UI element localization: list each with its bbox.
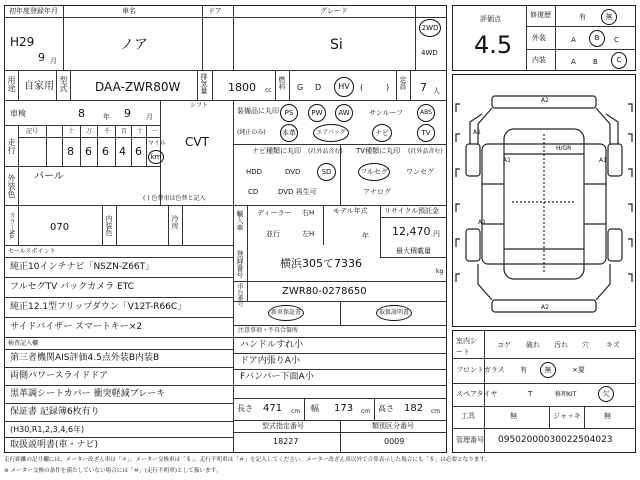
color-value: パール (34, 171, 64, 182)
length-unit: cm (291, 408, 301, 415)
capacity-value: 7 (420, 81, 427, 94)
registration-value: 横浜305て7336 (280, 257, 362, 270)
spare-tire-kit: 修理KIT (555, 391, 577, 398)
model-name: ノア (120, 37, 148, 53)
fuel-label: 燃料 (278, 76, 286, 90)
equip-ps: PS (280, 104, 298, 122)
equip-pw: PW (308, 104, 326, 122)
mileage-header-10k: 万 (86, 128, 93, 135)
ext-grade-a: A (571, 36, 576, 44)
int-grade-b: B (593, 58, 598, 66)
mileage-unit-mile: マイル (148, 140, 166, 147)
inspection-label: 車検 (10, 109, 26, 118)
mileage-header-1: 一 (151, 128, 158, 135)
inspection-year: 8 (78, 107, 85, 120)
interior-sheet-label: 室内シート (456, 337, 477, 356)
sheet-option-stain: 汚れ (554, 341, 568, 349)
import-parallel: 並行 (266, 230, 280, 238)
mileage-header-1k: 千 (104, 128, 111, 135)
sheet-option-scratch: キズ (606, 341, 620, 349)
doc-manual: 取扱説明書 (376, 305, 412, 321)
footer-note-1: 走行距離の記号欄には、メーター改ざん車は「＊」、メーター交換車は「＄」、走行不明車は「＃」を記入してください。メーター改ざん車以外で合算表示した場合にも「＄」は必要となります。 (4, 457, 491, 463)
inspection-year-unit: 年 (103, 113, 110, 121)
doc-warranty: 新車保証書 (268, 305, 304, 321)
footer-note-2: ※ メーター交換の条件を満たしていない場合には「＃」(走行不明車)として扱います。 (4, 468, 222, 474)
width-label: 幅 (311, 404, 319, 413)
jack-value: 無 (604, 412, 611, 420)
reg-year-label: 初年度登録年月 (9, 7, 58, 15)
ext-grade-c: C (614, 36, 619, 44)
repair-yes: 有 (579, 13, 586, 21)
aircon-label: 冷房 (171, 215, 179, 229)
class-no-label: 類別区分番号 (372, 422, 414, 430)
equip-aw: AW (335, 104, 353, 122)
fuel-paren-close: ) (386, 83, 390, 92)
length-label: 長さ (237, 404, 253, 413)
front-glass-yes: 有 (520, 366, 527, 374)
inspector-line-5: (H30,R1,2,3,4,6年) (10, 425, 85, 434)
mileage-digit-3: 6 (102, 145, 109, 158)
score-value: 4.5 (474, 31, 513, 59)
recycle-fee-label: リサイクル預託金 (384, 207, 440, 215)
sales-point-3: 純正12.1型フリップダウン「V12T-R66C」 (10, 302, 187, 312)
fuel-d: D (315, 83, 322, 92)
width-unit: cm (361, 408, 371, 415)
import-right-hand: 右H (302, 209, 315, 217)
navi-dvd: DVD (285, 168, 301, 176)
model-name-label: 車名 (122, 7, 136, 15)
int-grade-a: A (571, 58, 576, 66)
navi-cd: CD (248, 188, 259, 196)
front-glass-replace: ×要 (572, 366, 585, 374)
tv-analog: アナログ (363, 188, 391, 196)
sales-points-label: セールスポイント (8, 248, 56, 255)
import-left-hand: 左H (302, 230, 315, 238)
max-load-label: 最大積載量 (396, 247, 431, 255)
diagram-mark-bottom: A2 (541, 304, 549, 311)
management-value: 09502000030022504023 (498, 435, 613, 445)
equip-abs: ABS (417, 104, 435, 122)
recycle-fee-unit: 円 (433, 230, 440, 238)
reg-month: 9 (38, 51, 45, 64)
equip-navi: ナビ (372, 124, 392, 142)
drive-2wd-circled: 2WD (419, 19, 441, 37)
color-note: ( ) 色替車は色替と記入 (143, 195, 206, 202)
reg-month-unit: 月 (50, 57, 57, 65)
class-no-value: 0009 (384, 437, 405, 446)
mileage-label: 走行 (7, 138, 16, 154)
era-year: H29 (10, 35, 35, 49)
interior-label: 内装 (532, 56, 546, 64)
type-label: 型式 (59, 76, 68, 92)
sheet-option-burn: コゲ (497, 341, 511, 349)
mileage-header-sign: 記号 (26, 128, 39, 135)
navi-subtitle: (社外品含む) (308, 148, 343, 155)
car-damage-diagram (452, 74, 636, 327)
note-line-1: ハンドルすれ小 (240, 340, 304, 350)
inspector-line-6: 取扱説明書(車・ナビ) (10, 440, 99, 450)
sales-point-2: フルセグTV バックカメラ ETC (10, 282, 134, 292)
height-value: 182 (404, 403, 424, 414)
recycle-fee-value: 12,470 (392, 225, 431, 238)
note-line-3: Fバンパー下面A小 (240, 372, 314, 382)
navi-title: ナビ種類に丸印 (252, 147, 301, 155)
management-label: 管理番号 (456, 436, 484, 444)
mileage-digit-2: 6 (85, 145, 92, 158)
spare-tire-label: スペアタイヤ (456, 390, 498, 398)
type-no-label: 型式指定番号 (262, 422, 304, 430)
capacity-label: 定員 (399, 76, 407, 90)
equip-tv: TV (417, 124, 435, 142)
chassis-label: 車台番号 (236, 283, 243, 307)
mileage-digit-4: 4 (119, 145, 126, 158)
length-value: 471 (263, 403, 283, 414)
spare-tire-missing-circled: 欠 (598, 386, 614, 402)
sales-point-1: 純正10インチナビ「NSZN-Z66T」 (10, 262, 155, 272)
equip-leather: 本革 (280, 124, 298, 142)
diagram-mark-left-front: A1 (473, 129, 481, 136)
cc-unit: cc (265, 87, 272, 94)
mileage-header-100: 百 (121, 128, 128, 135)
model-year-label: モデル年式 (333, 207, 368, 215)
diagram-mark-right-mid: A1 (599, 157, 607, 164)
drive-4wd: 4WD (421, 49, 438, 57)
shift-label: シフト (190, 102, 209, 109)
repair-label: 修復歴 (530, 11, 551, 19)
tools-value: 無 (510, 412, 517, 420)
jack-label: ジャッキ (553, 412, 581, 420)
displacement-value: 1800 (228, 81, 256, 94)
inspector-line-4: 保証書 記録簿6枚有り (10, 407, 100, 417)
type-no-value: 18227 (273, 437, 299, 446)
note-line-2: ドア内張りA小 (240, 356, 300, 366)
width-value: 173 (334, 403, 354, 414)
max-load-unit: kg (436, 268, 444, 275)
diagram-mark-left-rear: A1 (478, 219, 486, 226)
equipment-title: 装備品に丸印 (237, 107, 279, 115)
navi-dvd-play: DVD 再生可 (278, 188, 317, 196)
notes-label: 注意事項・不具合箇所 (238, 327, 299, 334)
inspection-month-unit: 月 (146, 113, 153, 121)
equip-airbag: エアバック (313, 124, 349, 142)
tv-title: TV種類に丸印 (356, 147, 401, 155)
tv-oneseg: ワンセグ (406, 168, 434, 176)
front-glass-none-circled: 無 (540, 362, 556, 378)
inspector-label: 検査記入欄 (8, 340, 39, 347)
height-label: 高さ (378, 404, 394, 413)
displacement-label: 排気量 (200, 73, 208, 94)
grade-value: Si (330, 37, 343, 53)
color-no-value: 070 (50, 222, 70, 233)
fuel-hv-circled: HV (334, 77, 354, 97)
repair-none-circled: 無 (601, 9, 617, 25)
sales-point-4: サイドバイザー スマートキー×2 (10, 322, 143, 332)
model-year-unit: 年 (362, 232, 369, 240)
front-glass-label: フロントガラス (456, 366, 505, 374)
fuel-g: G (297, 83, 304, 92)
tools-label: 工具 (461, 412, 475, 420)
navi-hdd: HDD (246, 168, 263, 176)
height-unit: cm (431, 408, 441, 415)
registration-label: 登録番号 (236, 250, 244, 278)
mileage-unit-km-circled: km (148, 150, 164, 164)
import-label: 輸入車 (236, 210, 244, 231)
sheet-option-hole: 穴 (582, 341, 589, 349)
tv-fullseg-circled: フルセグ (358, 163, 390, 181)
capacity-unit: 人 (433, 87, 440, 95)
type-value: DAA-ZWR80W (95, 80, 181, 94)
tv-subtitle: (社外品含む) (408, 148, 443, 155)
exterior-label: 外装 (532, 34, 546, 42)
mileage-header-10: 十 (137, 128, 144, 135)
int-grade-c-circled: C (611, 52, 627, 69)
score-label: 評価点 (480, 15, 501, 23)
import-dealer: ディーラー (257, 209, 292, 217)
inspection-month: 9 (124, 107, 131, 120)
mileage-header-100k: 十 (68, 128, 75, 135)
fuel-paren-open: ( (360, 83, 364, 92)
color-no-label: カラーNo. (8, 212, 15, 240)
shift-value: CVT (185, 135, 209, 149)
diagram-mark-top: A2 (541, 97, 549, 104)
navi-sd-circled: SD (317, 163, 336, 181)
mileage-digit-5: 6 (135, 145, 142, 158)
mileage-digit-1: 8 (67, 145, 74, 158)
equipment-subtitle: (純正のみ) (237, 129, 266, 136)
inspector-line-3: 黒革調シートカバー 衝突軽減ブレーキ (10, 389, 166, 399)
ext-grade-b-circled: B (589, 30, 605, 47)
sheet-option-tear: 破れ (526, 341, 540, 349)
use-label: 用途 (7, 76, 16, 92)
chassis-value: ZWR80-0278650 (282, 286, 367, 297)
interior-color-label: 内装色 (105, 215, 113, 236)
use-value: 自家用 (24, 81, 54, 92)
color-label: 外装色 (7, 174, 16, 198)
diagram-mark-center: H/GR (556, 145, 572, 152)
inspector-line-2: 両側パワースライドドア (10, 371, 109, 381)
equip-sunroof: サンルーフ (369, 109, 404, 117)
spare-tire-t: T (528, 390, 533, 398)
diagram-mark-left-mid: A1 (503, 157, 511, 164)
door-label: ドア (208, 7, 222, 15)
grade-label: グレード (320, 7, 348, 15)
inspector-line-1: 第三者機関AIS評価4.5点外装B内装B (10, 353, 160, 363)
